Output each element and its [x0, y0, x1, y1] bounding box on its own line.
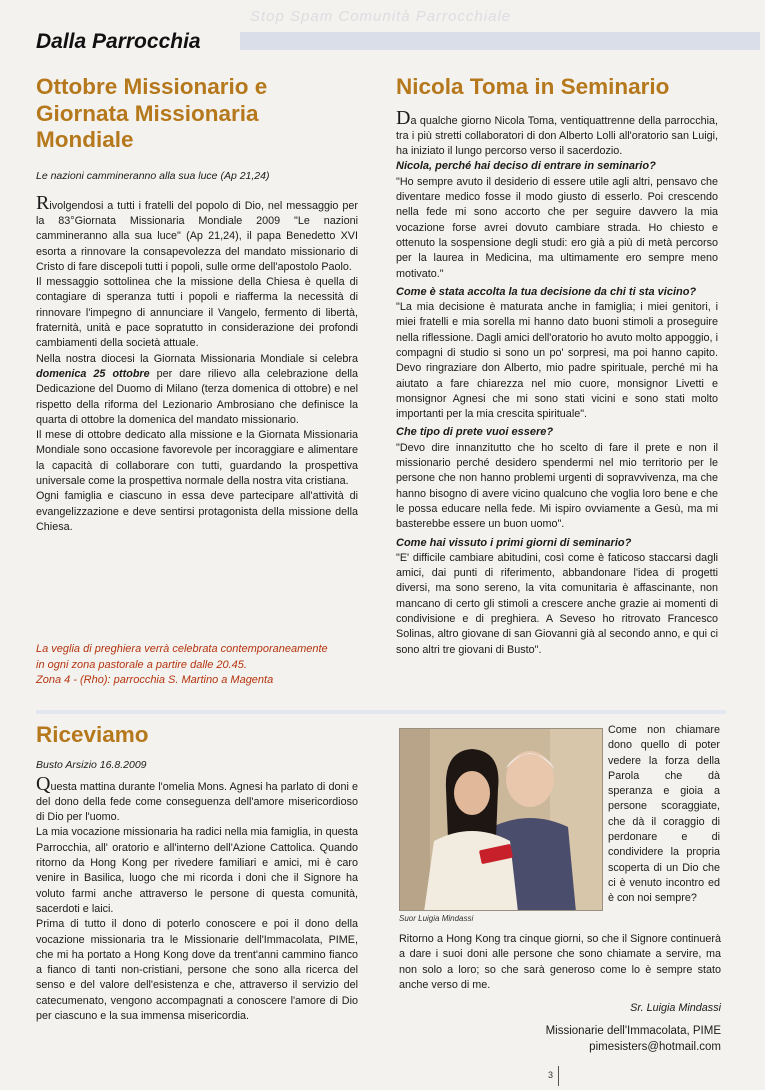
paragraph: Prima di tutto il dono di poterlo conoscere e poi il dono della vocazione missionaria tra le Missionarie dell'Immacolata, PIME, che mi ha portato a Hong Kong dove da trent'anni cammino fianco a fianco di tanti non-cristiani, persone che sono alla ricerca del senso e del valore dell'esistenza e che, attraverso il servizio del catecumenato, vengono accompagnati a conoscere l'amore di Dio per ciascuno e la sua immensa misericordia.: [36, 918, 358, 1022]
header-ghost-text: Stop Spam Comunità Parrocchiale: [250, 8, 512, 24]
article-title: Riceviamo: [36, 722, 149, 747]
epigraph: Le nazioni cammineranno alla sua luce (Ap 21,24): [36, 169, 270, 182]
riceviamo-closing: [399, 932, 721, 1055]
paragraph: Ritorno a Hong Kong tra cinque giorni, so che il Signore continuerà a dare i suoi doni alle persone che sono chiamate a servire, ma non solo a loro; so che sarà generoso come lo è sempre stato anche verso di me.: [399, 933, 721, 991]
paragraph: Rivolgendosi a tutti i fratelli del popolo di Dio, nel messaggio per la 83°Giornata Missionaria Mondiale 2009 "Le nazioni cammineranno alla sua luce" (Ap 21,24), il papa Benedetto XVI esorta a rinnovare la consapevolezza del mandato missionario di Cristo di fare discepoli tutti i popoli, sulle orme dell'apostolo Paolo.: [36, 191, 358, 273]
page-number: 3: [548, 1070, 554, 1080]
header-bar: [240, 32, 760, 50]
article-title: Nicola Toma in Seminario: [396, 74, 670, 99]
paragraph: Il messaggio sottolinea che la missione della Chiesa è quella di contagiare di speranza tutti i popoli e riafferma la necessità di rinnovare l'impegno di annunciare il Vangelo, fermento di libertà, fraternità, unità e pace sopratutto in considerazione dei profondi cambiamenti della società attuale.: [36, 276, 358, 350]
interview-answer: "Ho sempre avuto il desiderio di essere utile agli altri, pensavo che diventare medico fosse il modo giusto di esserlo. Poi crescendo nella fede mi sono accorto che per seguire davvero la mia vocazione forse avrei dovuto cambiare strada. Ho chiesto e ottenuto la sospensione degli studi: ero già a più di metà percorso per la laurea in Medicina, ma ultimamente ero sempre meno motivato.": [396, 175, 718, 280]
article-riceviamo: [36, 722, 358, 1024]
veglia-line: Zona 4 - (Rho): parrocchia S. Martino a Magenta: [36, 674, 274, 687]
interview-question: Che tipo di prete vuoi essere?: [396, 426, 554, 439]
photo-sister-and-priest: [399, 728, 603, 911]
text: per dare rilievo alla celebrazione della Dedicazione del Duomo di Milano (terza domenica di ottobre) e nel rispetto della riforma del Lezionario Ambrosiano che definisce la quarta di ottobre la domenica del mandato missionario.: [36, 367, 358, 426]
photo-side-text: Come non chiamare dono quello di poter vedere la forza della Parola che dà speranza e gioia a persone scoraggiate, che dà il coraggio di perdonare e di condividere la propria scoperta di un Dio che ci è venuto incontro ed è con noi sempre?: [608, 724, 720, 905]
veglia-line: in ogni zona pastorale a partire dalle 20.45.: [36, 658, 247, 671]
section-divider: [36, 710, 726, 714]
title-line: Ottobre Missionario e: [36, 74, 268, 99]
section-label: Dalla Parrocchia: [36, 30, 201, 53]
highlight-date: domenica 25 ottobre: [36, 367, 150, 380]
paragraph: Questa mattina durante l'omelia Mons. Agnesi ha parlato di doni e del dono della fede come conseguenza dell'amore misericordioso di Dio per l'uomo.: [36, 772, 358, 824]
interview-answer: "La mia decisione è maturata anche in famiglia; i miei genitori, i miei fratelli e mia sorella mi hanno dato buoni stimoli a proseguire nella riflessione. Dagli amici dell'oratorio ho avuto molto appoggio, i compagni di studio si sono un po' sorpresi, ma poi hanno capito. Devo ringraziare don Alberto, mio padre spirituale, perché mi ha aiutato a fare chiarezza nel mio cuore, monsignor Livetti e monsignor Agnesi che mi sono stati vicini e sono stati molto importanti per la mia crescita spirituale".: [396, 301, 718, 421]
photo-caption: Suor Luigia Mindassi: [399, 914, 474, 923]
page-number-rule: [558, 1066, 559, 1086]
veglia-notice: [36, 642, 358, 689]
title-line: Giornata Missionaria: [36, 100, 259, 126]
interview-question: Come hai vissuto i primi giorni di seminario?: [396, 536, 632, 549]
paragraph: Ogni famiglia e ciascuno in essa deve partecipare all'attività di evangelizzazione e deve sentirsi protagonista della missione della Chiesa.: [36, 490, 358, 533]
interview-question: Nicola, perché hai deciso di entrare in seminario?: [396, 160, 656, 173]
interview-question: Come è stata accolta la tua decisione da chi ti sta vicino?: [396, 285, 697, 298]
email-address: pimesisters@hotmail.com: [589, 1040, 721, 1053]
article-ottobre-missionario: [36, 74, 358, 535]
signature: Sr. Luigia Mindassi: [630, 1002, 721, 1015]
veglia-line: La veglia di preghiera verrà celebrata contemporaneamente: [36, 643, 328, 655]
title-line: Mondiale: [36, 127, 134, 153]
interview-answer: "Devo dire innanzitutto che ho scelto di fare il prete e non il missionario perché desidero spendermi nel mio territorio per le persone che non hanno problemi urgenti di sopravvivenza, ma che hanno bisogno di avere vicino qualcuno che voglia loro bene e che le possa educare nella fede. Mi ispiro ovviamente a Gesù, ma mi basterebbe essere un buon uomo".: [396, 441, 718, 531]
paragraph: Da qualche giorno Nicola Toma, ventiquattrenne della parrocchia, tra i più stretti collaboratori di don Alberto Lolli all'oratorio san Luigi, ha iniziato il lungo percorso verso il sacerdozio.: [396, 106, 718, 158]
photo-illustration: [400, 729, 603, 911]
text: Nella nostra diocesi la Giornata Missionaria Mondiale si celebra: [36, 352, 358, 365]
dateline: Busto Arsizio 16.8.2009: [36, 758, 147, 771]
paragraph-date: [36, 352, 358, 428]
article-nicola-toma: [396, 74, 718, 658]
organization: Missionarie dell'Immacolata, PIME: [545, 1025, 721, 1038]
paragraph: La mia vocazione missionaria ha radici nella mia famiglia, in questa Parrocchia, all' oratorio e all'interno dell'Azione Cattolica. Quando ritorno da Hong Kong per rivedere familiari e amici, mi è caro venire in Basilica, luogo che mi ricorda i doni che il Signore ha voluto farmi anche attraverso le persone di questa comunità, sacerdoti e laici.: [36, 826, 358, 915]
article-title: [36, 74, 358, 154]
paragraph: Il mese di ottobre dedicato alla missione e la Giornata Missionaria Mondiale sono occasione favorevole per incoraggiare e alimentare la capacità di collaborare con tutti, guardando la prospettiva universale come la prospettiva normale della nostra vita cristiana.: [36, 429, 358, 487]
interview-answer: "E' difficile cambiare abitudini, così come è faticoso staccarsi dagli amici, dai punti di riferimento, abbandonare l'idea di progetti diversi, ma sono sereno, la vita comunitaria è affascinante, non mancano di certo gli stimoli a crescere anche grazie ai momenti di condivisione e di preghiera. A Seveso ho ritrovato Francesco Solinas, altro giovane di san Giovanni già al secondo anno, e qui ci sono altri tre giovani di Busto".: [396, 551, 718, 656]
